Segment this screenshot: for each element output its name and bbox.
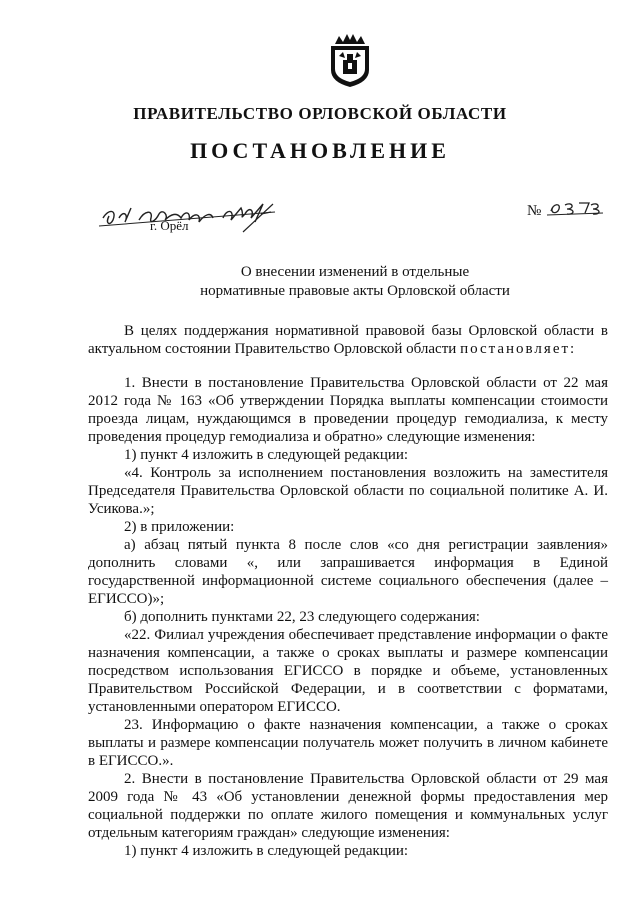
paragraph-1: 1. Внести в постановление Правительства Орловской области от 22 мая 2012 года № 163 «Об утверждении Порядка выплаты компенсации стоимости проезда лицам, нуждающимся в проведении процедур гемодиализа, к месту проведения процедур гемодиализа и обратно» следующие изменения:: [88, 375, 608, 445]
government-title: ПРАВИТЕЛЬСТВО ОРЛОВСКОЙ ОБЛАСТИ: [133, 104, 507, 123]
paragraph-1-item-1: 1) пункт 4 изложить в следующей редакции:: [124, 447, 409, 463]
paragraph-1-item-2: 2) в приложении:: [124, 519, 235, 535]
preamble-text: В целях поддержания нормативной правовой базы Орловской области в актуальном состоянии Правительство Орловской области: [88, 323, 608, 357]
preamble: [88, 322, 608, 358]
paragraph-1-item-1-quote: «4. Контроль за исполнением постановления возложить на заместителя Председателя Правительства Орловской области по социальной политике А. И. Усикова.»;: [88, 465, 608, 517]
paragraph-2-item-1: 1) пункт 4 изложить в следующей редакции:: [124, 843, 409, 859]
handwritten-number: [545, 197, 605, 219]
preamble-action: постановляет:: [460, 341, 577, 357]
subject-line-2: нормативные правовые акты Орловской области: [200, 283, 510, 299]
document-body: [88, 322, 608, 860]
subject-line-1: О внесении изменений в отдельные: [240, 264, 470, 280]
city-label: г. Орёл: [150, 218, 189, 233]
document-subject: [0, 263, 640, 301]
coat-of-arms-icon: [325, 30, 375, 88]
document-type: ПОСТАНОВЛЕНИЕ: [190, 138, 450, 163]
paragraph-1-item-2b-22: «22. Филиал учреждения обеспечивает представление информации о факте назначения компенсации, а также о сроках выплаты и размере компенсации посредством использования ЕГИССО в порядке и объеме, установленных Правительством Российской Федерации, и в соответствии с форматами, установленными оператором ЕГИССО.: [88, 627, 608, 715]
paragraph-1-item-2b-23: 23. Информацию о факте назначения компенсации, а также о сроках выплаты и размере компенсации получатель может получить в личном кабинете в ЕГИССО.».: [88, 717, 608, 769]
number-prefix: №: [527, 203, 542, 219]
paragraph-2: 2. Внести в постановление Правительства Орловской области от 29 мая 2009 года № 43 «Об установлении денежной формы предоставления мер социальной поддержки по оплате жилого помещения и коммунальных услуг отдельным категориям граждан» следующие изменения:: [88, 771, 608, 841]
paragraph-1-item-2b: б) дополнить пунктами 22, 23 следующего содержания:: [124, 609, 480, 625]
paragraph-1-item-2a: а) абзац пятый пункта 8 после слов «со дня регистрации заявления» дополнить словами «, или запрашивается информация в Единой государственной информационной системе социального обеспечения (далее – ЕГИССО)»;: [88, 537, 608, 607]
